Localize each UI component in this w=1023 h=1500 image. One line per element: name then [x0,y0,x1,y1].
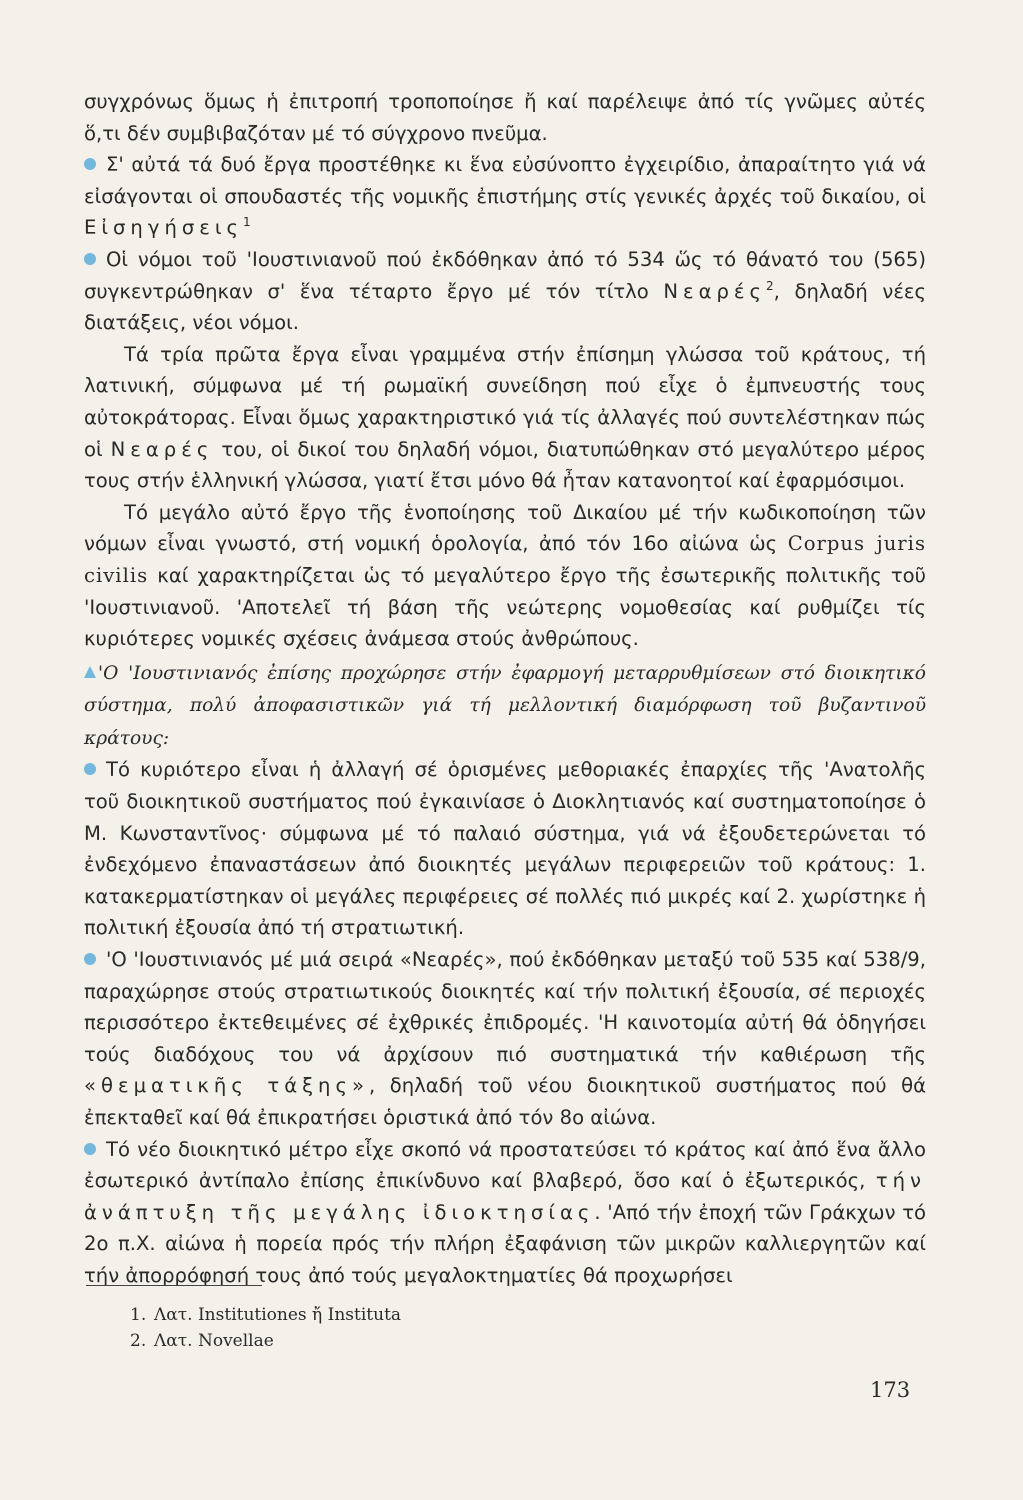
paragraph-7-text: Τό νέο διοικητικό μέτρο εἶχε σκοπό νά προστατεύσει τό κράτος καί ἀπό ἕνα ἄλλο ἐσωτερικό ἀντίπαλο ἐπίσης ἐπικίνδυνο καί βλαβερό, ὅσο καί ὁ ἐξωτερικός, [84,1137,926,1193]
paragraph-1 [84,149,926,244]
paragraph-6 [84,944,926,1134]
paragraph-3 [84,339,926,497]
bullet-dot-icon [84,253,96,265]
paragraph-7 [84,1134,926,1292]
paragraph-0-text: συγχρόνως ὅμως ἡ ἐπιτροπή τροποποίησε ἤ καί παρέλειψε ἀπό τίς γνῶμες αὐτές ὅ,τι δέν συμβιβαζόταν μέ τό σύγχρονο πνεῦμα. [84,90,926,145]
paragraph-1-text: Σ' αὐτά τά δυό ἔργα προστέθηκε κι ἕνα εὐσύνοπτο ἐγχειρίδιο, ἀπαραίτητο γιά νά εἰσάγονται οἱ σπουδαστές τῆς νομικῆς ἐπιστήμης στίς γενικές ἀρχές τοῦ δικαίου, οἱ [84,153,926,208]
paragraph-0 [84,86,926,149]
bullet-dot-icon [84,158,96,170]
term-neares-2: Νεαρές [110,437,214,461]
bullet-dot-icon [84,953,96,965]
term-thematikis-taxis: «θεματικῆς τάξης» [84,1074,369,1098]
footnote-1 [130,1302,401,1328]
page-body [84,86,926,1292]
section-heading-text: 'Ο 'Ιουστινιανός ἐπίσης προχώρησε στήν ἐφαρμογή μεταρρυθμίσεων στό διοικητικό σύστημα, πολύ ἀποφασιστικῶν γιά τή μελλοντική διαμόρφωση τοῦ βυζαντινοῦ κράτους: [84,662,926,749]
section-heading [84,657,926,755]
page-number: 173 [870,1378,911,1402]
paragraph-5-text: Τό κυριότερο εἶναι ἡ ἀλλαγή σέ ὁρισμένες μεθοριακές ἐπαρχίες τῆς 'Ανατολῆς τοῦ διοικητικοῦ συστήματος πού ἐγκαινίασε ὁ Διοκλητιανός καί συστηματοποίησε ὁ Μ. Κωνσταντῖνος· σύμφωνα μέ τό παλαιό σύστημα, γιά νά ἐξουδετερώνεται τό ἐνδεχόμενο ἐπαναστάσεων ἀπό διοικητές μεγάλων περιφερειῶν τοῦ κράτους: 1. κατακερματίστηκαν οἱ μεγάλες περιφέρειες σέ πολλές πιό μικρές καί 2. χωρίστηκε ἡ πολιτική ἐξουσία ἀπό τή στρατιωτική. [84,758,926,940]
term-corpus-juris: Corpus juris civilis [84,532,926,587]
footnote-ref-1[interactable]: 1 [243,215,251,230]
footnote-divider [86,1285,262,1286]
paragraph-3-text: Τά τρία πρῶτα ἔργα εἶναι γραμμένα στήν ἐπίσημη γλώσσα τοῦ κράτους, τή λατινική, σύμφωνα μέ τή ρωμαϊκή συνείδηση πού εἶχε ὁ ἐμπνευστής τους αὐτοκράτορας. Εἶναι ὅμως χαρακτηριστικό γιά τίς ἀλλαγές πού συντελέστηκαν πώς οἱ [84,342,926,461]
footnote-2 [130,1328,401,1354]
bullet-dot-icon [84,1143,96,1155]
footnote-ref-2[interactable]: 2 [766,278,774,293]
paragraph-5 [84,754,926,944]
footnote-number: 1. [130,1305,147,1325]
term-eisigiseis: Εἰσηγήσεις [84,216,243,240]
paragraph-4 [84,497,926,655]
paragraph-2-text: Οἱ νόμοι τοῦ 'Ιουστινιανοῦ πού ἐκδόθηκαν ἀπό τό 534 ὥς τό θάνατό του (565) συγκεντρώθηκαν σ' ἕνα τέταρτο ἔργο μέ τόν τίτλο [84,247,926,303]
paragraph-2-tail: , δηλαδή νέες διατάξεις, νέοι νόμοι. [84,279,927,335]
bullet-dot-icon [84,763,96,775]
triangle-marker-icon [84,666,96,678]
footnote-number: 2. [130,1331,147,1351]
footnote-text: Λατ. Institutiones ἤ Instituta [154,1305,402,1325]
paragraph-2 [84,244,926,339]
paragraph-4-tail: καί χαρακτηρίζεται ὡς τό μεγαλύτερο ἔργο τῆς ἐσωτερικῆς πολιτικῆς τοῦ 'Ιουστινιανοῦ. 'Αποτελεῖ τή βάση τῆς νεώτερης νομοθεσίας καί ρυθμίζει τίς κυριότερες νομικές σχέσεις ἀνάμεσα στούς ἀνθρώπους. [84,563,926,651]
paragraph-4-text: Τό μεγάλο αὐτό ἔργο τῆς ἑνοποίησης τοῦ Δικαίου μέ τήν κωδικοποίηση τῶν νόμων εἶναι γνωστό, στή νομική ὁρολογία, ἀπό τόν 16ο αἰώνα ὡς [84,500,926,556]
paragraph-6-text: 'Ο 'Ιουστινιανός μέ μιά σειρά «Νεαρές», πού ἐκδόθηκαν μεταξύ τοῦ 535 καί 538/9, παραχώρησε στούς στρατιωτικούς διοικητές καί τήν πολιτική ἐξουσία, σέ περιοχές περισσότερο ἐκτεθειμένες σέ ἐχθρικές ἐπιδρομές. 'Η καινοτομία αὐτή θά ὁδηγήσει τούς διαδόχους του νά ἀρχίσουν πιό συστηματικά τήν καθιέρωση τῆς [84,948,926,1066]
term-megalis-idioktisias: τήν ἀνάπτυξη τῆς μεγάλης ἰδιοκτησίας [84,1169,926,1224]
term-neares: Νεαρές [663,279,767,303]
footnotes [130,1302,401,1354]
paragraph-7-tail: . 'Από τήν ἐποχή τῶν Γράκχων τό 2ο π.Χ. αἰώνα ἡ πορεία πρός τήν πλήρη ἐξαφάνιση τῶν μικρῶν καλλιεργητῶν καί τήν ἀπορρόφησή τους ἀπό τούς μεγαλοκτηματίες θά προχωρήσει [84,1200,926,1287]
paragraph-3-tail: του, οἱ δικοί του δηλαδή νόμοι, διατυπώθηκαν στό μεγαλύτερο μέρος τους στήν ἑλληνική γλώσσα, γιατί ἔτσι μόνο θά ἦταν κατανοητοί καί ἐφαρμόσιμοι. [84,437,927,493]
footnote-text: Λατ. Novellae [154,1331,274,1351]
paragraph-6-tail: , δηλαδή τοῦ νέου διοικητικοῦ συστήματος πού θά ἐπεκταθεῖ καί θά ἐπικρατήσει ὁριστικά ἀπό τόν 8ο αἰώνα. [84,1074,926,1129]
